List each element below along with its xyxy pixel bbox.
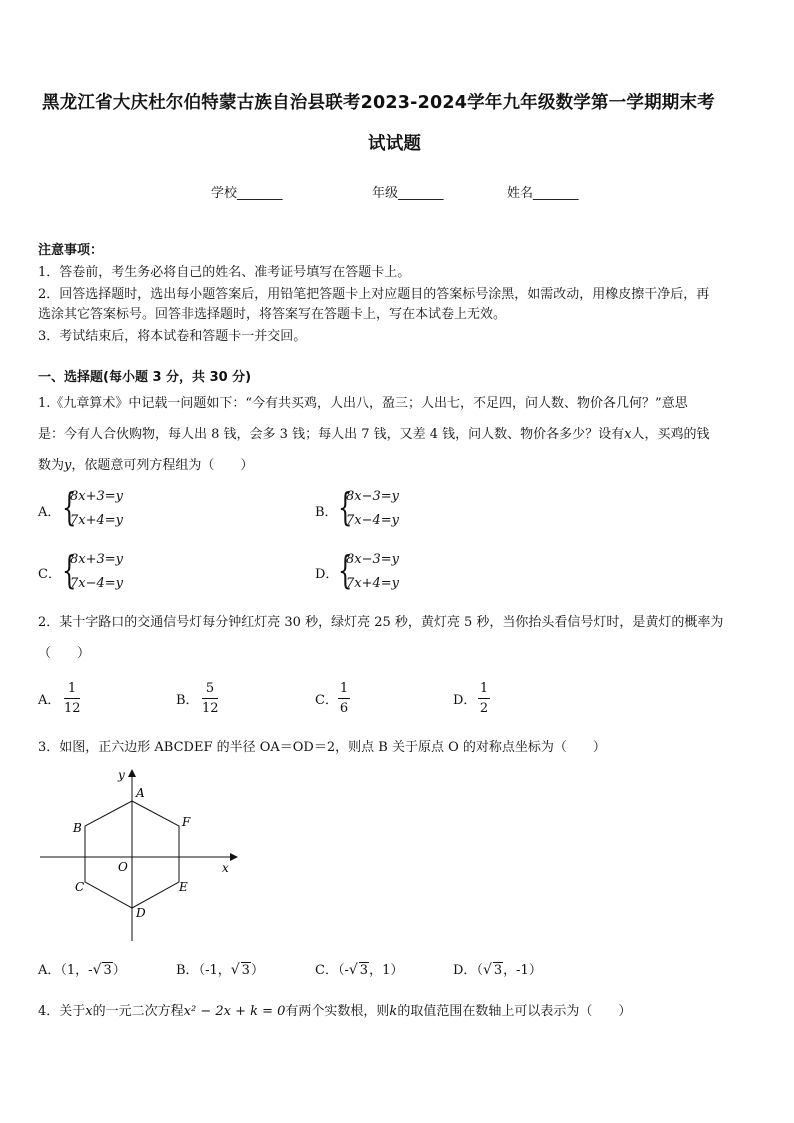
q1-option-c-label: C．	[38, 567, 61, 582]
q2-option-c-fraction: 1 6	[339, 681, 349, 716]
q1-option-b-system: { 8x−3=y 7x−4=y	[338, 485, 400, 529]
question-4-text: 4．关于x的一元二次方程x² − 2x + k = 0有两个实数根，则k的取值范围在数轴上可以表示为（ ）	[38, 1004, 632, 1019]
grade-field: 年级_______	[372, 186, 444, 201]
school-field: 学校_______	[211, 186, 283, 201]
q2-option-b-label: B．	[176, 693, 199, 708]
label-x-axis: x	[222, 861, 229, 875]
page-title-line2: 试试题	[368, 134, 422, 154]
q1-option-c-eq1: 8x+3=y	[70, 552, 124, 567]
q1-option-c-eq2: 7x−4=y	[70, 576, 124, 591]
question-1-line2: 是：今有人合伙购物，每人出 8 钱，会多 3 钱；每人出 7 钱，又差 4 钱，问人数、物价各多少？设有x人，买鸡的钱	[38, 427, 710, 442]
q1-option-d-label: D．	[315, 567, 339, 582]
notes-item-2-cont: 选涂其它答案标号。回答非选择题时，将答案写在答题卡上，写在本试卷上无效。	[38, 307, 507, 322]
label-e: E	[179, 880, 188, 894]
q3-option-a: A．（1，-√ 3）	[38, 962, 126, 978]
hexagon-figure	[38, 765, 248, 945]
section-heading: 一、选择题(每小题 3 分，共 30 分)	[38, 370, 252, 385]
q1-option-b-label: B．	[315, 505, 338, 520]
page-title-line1: 黑龙江省大庆杜尔伯特蒙古族自治县联考2023-2024学年九年级数学第一学期期末考	[42, 93, 715, 113]
label-y-axis: y	[118, 768, 125, 782]
question-2-line2: （ ）	[38, 646, 91, 661]
q3-option-b: B．（-1，√ 3）	[176, 962, 264, 978]
question-1-line3: 数为y，依题意可列方程组为（ ）	[38, 458, 254, 473]
notes-item-3: 3．考试结束后，将本试卷和答题卡一并交回。	[38, 329, 307, 344]
question-2-line1: 2．某十字路口的交通信号灯每分钟红灯亮 30 秒，绿灯亮 25 秒，黄灯亮 5 秒，当你抬头看信号灯时，是黄灯的概率为	[38, 615, 724, 630]
q1-option-d-eq1: 8x−3=y	[346, 552, 400, 567]
q2-option-a-fraction: 1 12	[64, 681, 81, 716]
q1-option-d-eq2: 7x+4=y	[346, 576, 400, 591]
question-1-line1: 1.《九章算术》中记载一问题如下：“今有共买鸡，人出八，盈三；人出七，不足四，问人数、物价各几何？”意思	[38, 396, 688, 411]
label-f: F	[182, 815, 191, 829]
q3-option-d: D．（√ 3，-1）	[453, 962, 542, 978]
label-origin: O	[118, 860, 128, 874]
q2-option-b-fraction: 5 12	[202, 681, 219, 716]
q1-option-b-eq2: 7x−4=y	[346, 513, 400, 528]
name-field: 姓名_______	[507, 186, 579, 201]
label-d: D	[136, 906, 146, 920]
notes-heading: 注意事项：	[38, 243, 104, 258]
label-a: A	[136, 786, 145, 800]
notes-item-2: 2．回答选择题时，选出每小题答案后，用铅笔把答题卡上对应题目的答案标号涂黑，如需改动，用橡皮擦干净后，再	[38, 287, 710, 302]
q2-option-d-fraction: 1 2	[479, 681, 489, 716]
notes-item-1: 1．答卷前，考生务必将自己的姓名、准考证号填写在答题卡上。	[38, 265, 411, 280]
q1-option-a-eq1: 8x+3=y	[70, 489, 124, 504]
q1-option-c-system: { 8x+3=y 7x−4=y	[62, 548, 124, 592]
q1-option-d-system: { 8x−3=y 7x+4=y	[338, 548, 400, 592]
q1-option-b-eq1: 8x−3=y	[346, 489, 400, 504]
q2-option-a-label: A．	[38, 693, 61, 708]
q2-option-d-label: D．	[453, 693, 477, 708]
label-c: C	[75, 880, 85, 894]
q1-option-a-system: { 8x+3=y 7x+4=y	[62, 485, 124, 529]
label-b: B	[73, 821, 82, 835]
q2-option-c-label: C．	[315, 693, 338, 708]
q1-option-a-label: A．	[38, 505, 61, 520]
q1-option-a-eq2: 7x+4=y	[70, 513, 124, 528]
question-3-text: 3．如图，正六边形 ABCDEF 的半径 OA＝OD＝2，则点 B 关于原点 O 的对称点坐标为（ ）	[38, 740, 606, 755]
q3-option-c: C．（-√ 3，1）	[315, 962, 404, 978]
